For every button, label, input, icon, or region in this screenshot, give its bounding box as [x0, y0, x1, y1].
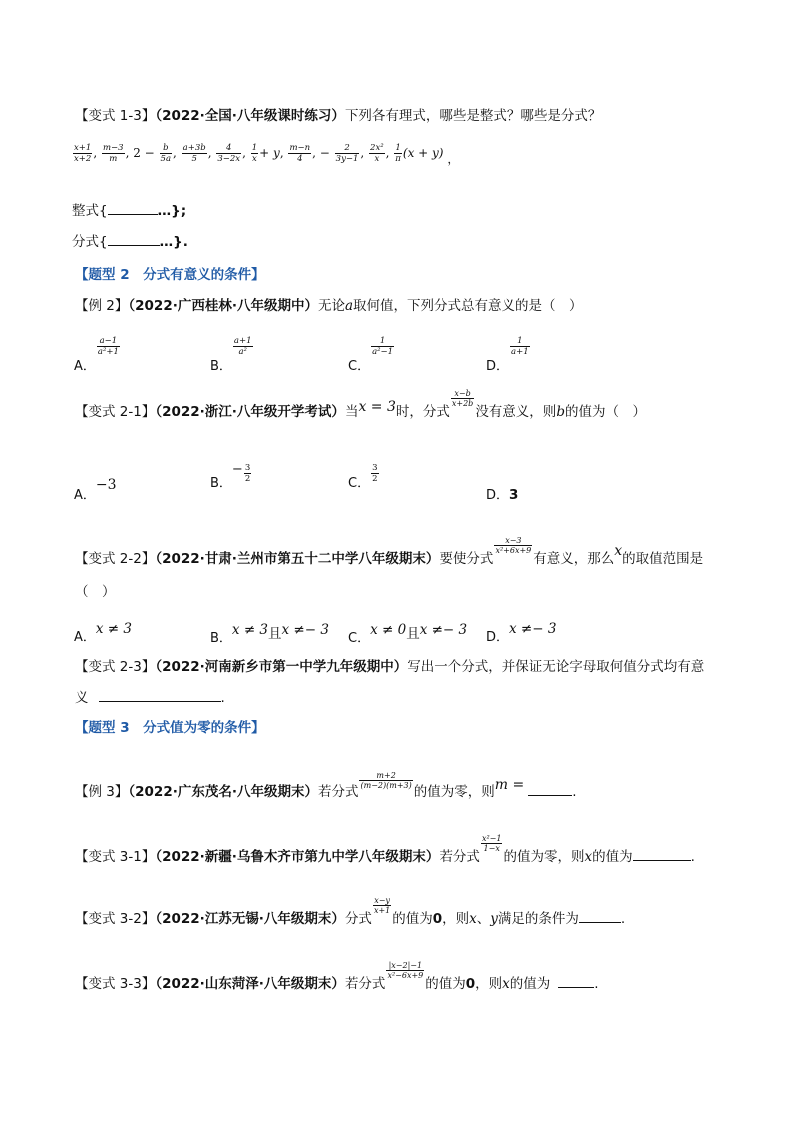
answer-blank[interactable] — [108, 233, 160, 246]
answer-blank[interactable] — [528, 783, 572, 796]
fraction: $\frac{1}{\pi}$ — [395, 143, 401, 164]
fraction: $\frac{m+2}{(m-2)(m+3)}$ — [360, 771, 412, 790]
question-source: （2022·全国·八年级课时练习） — [155, 108, 345, 124]
question-2-3-stem: 【变式 2-3】（2022·河南新乡市第一中学九年级期中）写出一个分式，并保证无论字母取何值分式均有意 — [75, 659, 705, 675]
answer-blank[interactable] — [633, 848, 691, 861]
answer-blank[interactable] — [99, 689, 221, 702]
question-tag: 【变式 1-3】 — [75, 108, 156, 124]
section-heading-type-2: 【题型 2 分式有意义的条件】 — [75, 267, 265, 283]
fraction: $\frac{x-y}{x+1}$ — [373, 896, 391, 915]
question-1-3-stem — [75, 104, 601, 124]
answer-integer-line: 整式{ …}; — [72, 203, 187, 219]
answer-fraction-line: 分式{ …}. — [72, 234, 188, 250]
fraction: $\frac{|x-2|-1}{\text{x²−6x+9}}$ — [387, 961, 424, 980]
fraction: $\frac{m-n}{4}$ — [289, 143, 311, 164]
question-2-3-continuation: 义 . — [75, 690, 225, 706]
question-3-2-stem: 【变式 3-2】（2022·江苏无锡·八年级期末）分式 $\frac{x-y}{x+1}$ 的值为0，则x、y满足的条件为 . — [75, 896, 626, 927]
question-text: 下列各有理式，哪些是整式？哪些是分式？ — [344, 108, 602, 124]
section-heading-type-3: 【题型 3 分式值为零的条件】 — [75, 720, 265, 736]
fraction: $\frac{\text{x²−1}}{1-x}$ — [481, 834, 502, 853]
example-2-stem: 【例 2】（2022·广西桂林·八年级期中）无论a取何值，下列分式总有意义的是（ ） — [75, 298, 583, 314]
option-a[interactable]: A．x ≠ 3 — [74, 621, 133, 645]
question-3-1-stem: 【变式 3-1】（2022·新疆·乌鲁木齐市第九中学八年级期末）若分式 $\frac{\text{x²−1}}{1-x}$ 的值为零，则x的值为 . — [75, 834, 695, 865]
fraction: $\frac{4}{3-2x}$ — [217, 143, 241, 164]
option-c[interactable]: C． $\frac{1}{\text{a²−1}}$ — [348, 335, 394, 374]
question-2-2-stem: 【变式 2-2】（2022·甘肃·兰州市第五十二中学八年级期末）要使分式 $\frac{x-3}{\text{x²+6x+9}}$ 有意义，那么x的取值范围是 — [75, 536, 704, 567]
fraction: $\frac{a+3b}{5}$ — [182, 143, 206, 164]
option-b[interactable]: B．− $\frac{3}{2}$ — [210, 462, 251, 491]
option-c[interactable]: C． $\frac{3}{2}$ — [348, 462, 378, 491]
fraction: $\frac{x-b}{x+2b}$ — [451, 389, 474, 408]
fraction: $\frac{m-3}{m}$ — [102, 143, 124, 164]
fraction: $\frac{2}{3y-1}$ — [335, 143, 359, 164]
option-d[interactable]: D．3 — [486, 487, 519, 503]
answer-blank[interactable] — [558, 975, 594, 988]
option-d[interactable]: D． $\frac{1}{a+1}$ — [486, 335, 529, 374]
option-d[interactable]: D．x ≠− 3 — [486, 621, 557, 645]
question-2-2-bracket: （ ） — [75, 584, 116, 600]
question-2-1-stem: 【变式 2-1】（2022·浙江·八年级开学考试）当x = 3时，分式 $\frac{x-b}{x+2b}$ 没有意义，则b的值为（ ） — [75, 389, 646, 420]
option-a[interactable]: A． $\frac{a-1}{\text{a²+1}}$ — [74, 335, 119, 374]
option-b[interactable]: B． $\frac{a+1}{\text{a²}}$ — [210, 335, 252, 374]
example-3-stem: 【例 3】（2022·广东茂名·八年级期末）若分式 $\frac{m+2}{(m-2)(m+3)}$ 的值为零，则m = . — [75, 771, 577, 800]
question-3-3-stem: 【变式 3-3】（2022·山东菏泽·八年级期末）若分式 $\frac{|x-2|-1}{\text{x²−6x+9}}$ 的值为0，则x的值为 . — [75, 961, 599, 992]
option-c[interactable]: C．x ≠ 0且x ≠− 3 — [348, 622, 468, 646]
answer-blank[interactable] — [579, 910, 621, 923]
rational-expression-list: $\frac{x+1}{x+2}$ , $\frac{m-3}{m}$ , 2 − $\frac{b}{5a}$ , $\frac{a+3b}{5}$ , $\frac{4}{3-2x}$ , $\frac{1}{x}$ + y, $\frac{m-n}{4}$ , − $\frac{2}{3y-1}$ , $\frac{\text{2x²}}{x}$ , $\frac{1}{\pi}$ (x + y) ， — [74, 143, 460, 166]
fraction: $\frac{b}{5a}$ — [160, 143, 172, 164]
fraction: $\frac{x-3}{\text{x²+6x+9}}$ — [495, 536, 532, 555]
answer-blank[interactable] — [108, 202, 158, 215]
fraction: $\frac{1}{x}$ — [251, 143, 258, 164]
fraction: $\frac{x+1}{x+2}$ — [74, 143, 92, 164]
option-a[interactable]: A．−3 — [74, 477, 117, 503]
fraction: $\frac{\text{2x²}}{x}$ — [370, 143, 384, 164]
option-b[interactable]: B．x ≠ 3且x ≠− 3 — [210, 622, 329, 646]
